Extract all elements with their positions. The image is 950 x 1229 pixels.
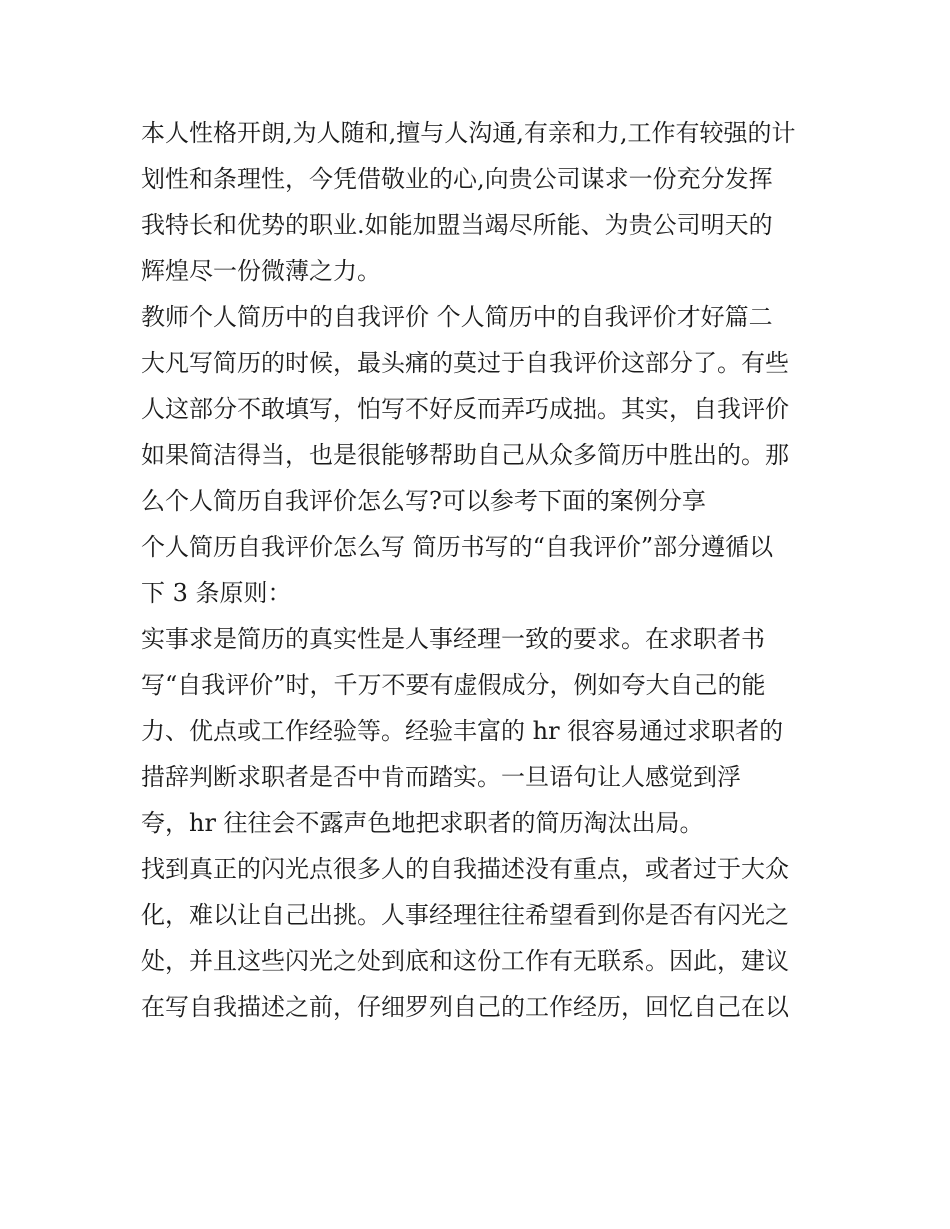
text-line: 如果简洁得当，也是很能够帮助自己从众多简历中胜出的。那 xyxy=(141,441,789,469)
text-line: 力、优点或工作经验等。经验丰富的 hr 很容易通过求职者的 xyxy=(141,717,784,745)
text-line: 处，并且这些闪光之处到底和这份工作有无联系。因此，建议 xyxy=(141,947,789,975)
text-line: 个人简历自我评价怎么写 简历书写的“自我评价”部分遵循以 xyxy=(141,533,774,561)
text-line: 么个人简历自我评价怎么写?可以参考下面的案例分享 xyxy=(141,487,706,515)
text-line: 本人性格开朗,为人随和,擅与人沟通,有亲和力,工作有较强的计 xyxy=(141,119,796,147)
text-line: 化，难以让自己出挑。人事经理往往希望看到你是否有闪光之 xyxy=(141,901,789,929)
text-line: 大凡写简历的时候，最头痛的莫过于自我评价这部分了。有些 xyxy=(141,349,789,377)
text-line: 人这部分不敢填写，怕写不好反而弄巧成拙。其实，自我评价 xyxy=(141,395,789,423)
text-line: 实事求是简历的真实性是人事经理一致的要求。在求职者书 xyxy=(141,625,765,653)
text-line: 写“自我评价”时，千万不要有虚假成分，例如夸大自己的能 xyxy=(141,671,766,699)
text-line: 夸，hr 往往会不露声色地把求职者的简历淘汰出局。 xyxy=(141,809,704,837)
text-line: 我特长和优势的职业.如能加盟当竭尽所能、为贵公司明天的 xyxy=(141,211,773,239)
text-line: 找到真正的闪光点很多人的自我描述没有重点，或者过于大众 xyxy=(141,855,789,883)
text-line: 措辞判断求职者是否中肯而踏实。一旦语句让人感觉到浮 xyxy=(141,763,741,791)
text-line: 教师个人简历中的自我评价 个人简历中的自我评价才好篇二 xyxy=(141,303,773,331)
text-line: 划性和条理性，今凭借敬业的心,向贵公司谋求一份充分发挥 xyxy=(141,165,773,193)
text-line: 下 3 条原则： xyxy=(141,579,292,607)
text-line: 在写自我描述之前，仔细罗列自己的工作经历，回忆自己在以 xyxy=(141,993,789,1021)
text-line: 辉煌尽一份微薄之力。 xyxy=(141,257,381,285)
document-body xyxy=(141,110,831,1030)
